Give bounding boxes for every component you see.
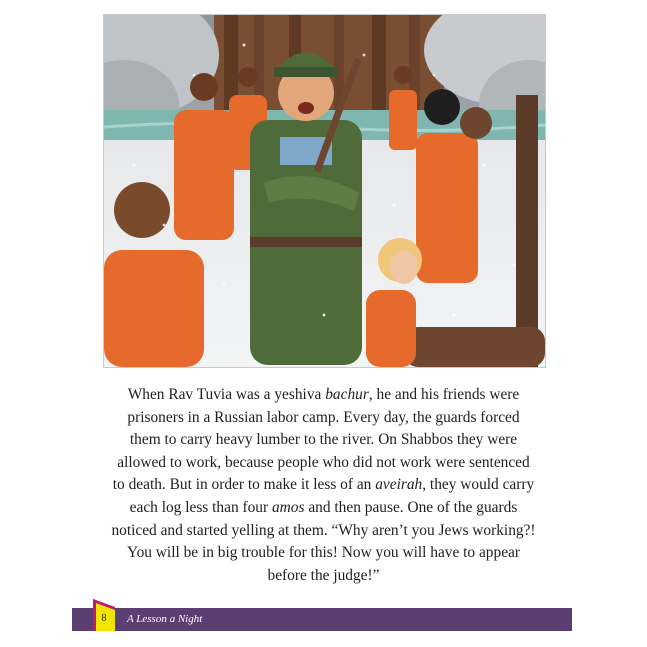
story-line: When Rav Tuvia was a yeshiva bachur, he and his friends were [127, 386, 520, 403]
story-line: You will be in big trouble for this! Now you will have to appear [127, 544, 520, 562]
story-line: noticed and started yelling at them. “Why aren’t you Jews working?! [111, 521, 536, 539]
italic-term: amos [271, 498, 305, 516]
story-line: them to carry heavy lumber to the river. On Shabbos they were [129, 431, 518, 449]
italic-term: aveirah [375, 476, 423, 494]
story-line: to death. But in order to make it less of an aveirah, they would carry [112, 476, 535, 494]
story-paragraph [92, 384, 555, 587]
story-line: before the judge!” [267, 566, 380, 584]
guard-and-prisoners-illustration [104, 15, 545, 367]
page-number: 8 [101, 613, 107, 624]
italic-term: bachur [325, 386, 369, 403]
story-line: allowed to work, because people who did not work were sentenced [117, 453, 530, 471]
story-illustration [103, 14, 546, 368]
story-line: prisoners in a Russian labor camp. Every day, the guards forced [127, 408, 520, 426]
book-title: A Lesson a Night [127, 613, 203, 625]
story-line: each log less than four amos and then pause. One of the guards [129, 498, 518, 516]
